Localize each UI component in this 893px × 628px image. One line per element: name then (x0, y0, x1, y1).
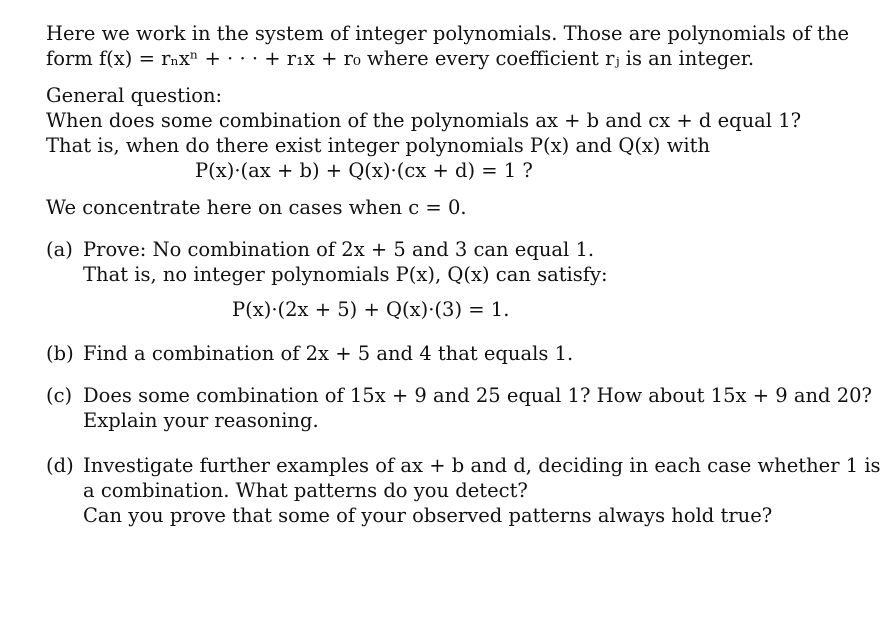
part-d-label: (d) (46, 454, 74, 477)
part-d-line-1: Investigate further examples of ax + b and d, deciding in each case whether 1 is (83, 454, 881, 477)
part-a-equation: P(x)·(2x + 5) + Q(x)·(3) = 1. (232, 298, 510, 321)
intro-line-1: Here we work in the system of integer polynomials. Those are polynomials of the (46, 22, 850, 45)
part-d-line-3: Can you prove that some of your observed patterns always hold true? (83, 504, 773, 527)
part-c-label: (c) (46, 384, 73, 407)
general-line-2: That is, when do there exist integer polynomials P(x) and Q(x) with (46, 134, 711, 157)
general-equation: P(x)·(ax + b) + Q(x)·(cx + d) = 1 ? (195, 159, 533, 182)
part-c-line-1: Does some combination of 15x + 9 and 25 equal 1? How about 15x + 9 and 20? (83, 384, 872, 407)
general-note: We concentrate here on cases when c = 0. (46, 196, 467, 219)
part-c-line-2: Explain your reasoning. (83, 409, 319, 432)
intro-line-2: form f(x) = rₙxⁿ + · · · + r₁x + r₀ where every coefficient rⱼ is an integer. (46, 47, 755, 70)
part-b-line-1: Find a combination of 2x + 5 and 4 that equals 1. (83, 342, 574, 365)
part-d-line-2: a combination. What patterns do you detect? (83, 479, 528, 502)
part-a-label: (a) (46, 238, 73, 261)
general-line-1: When does some combination of the polynomials ax + b and cx + d equal 1? (46, 109, 802, 132)
part-a-line-2: That is, no integer polynomials P(x), Q(x) can satisfy: (83, 263, 608, 286)
part-b-label: (b) (46, 342, 74, 365)
part-a-line-1: Prove: No combination of 2x + 5 and 3 can equal 1. (83, 238, 595, 261)
general-heading: General question: (46, 84, 223, 107)
